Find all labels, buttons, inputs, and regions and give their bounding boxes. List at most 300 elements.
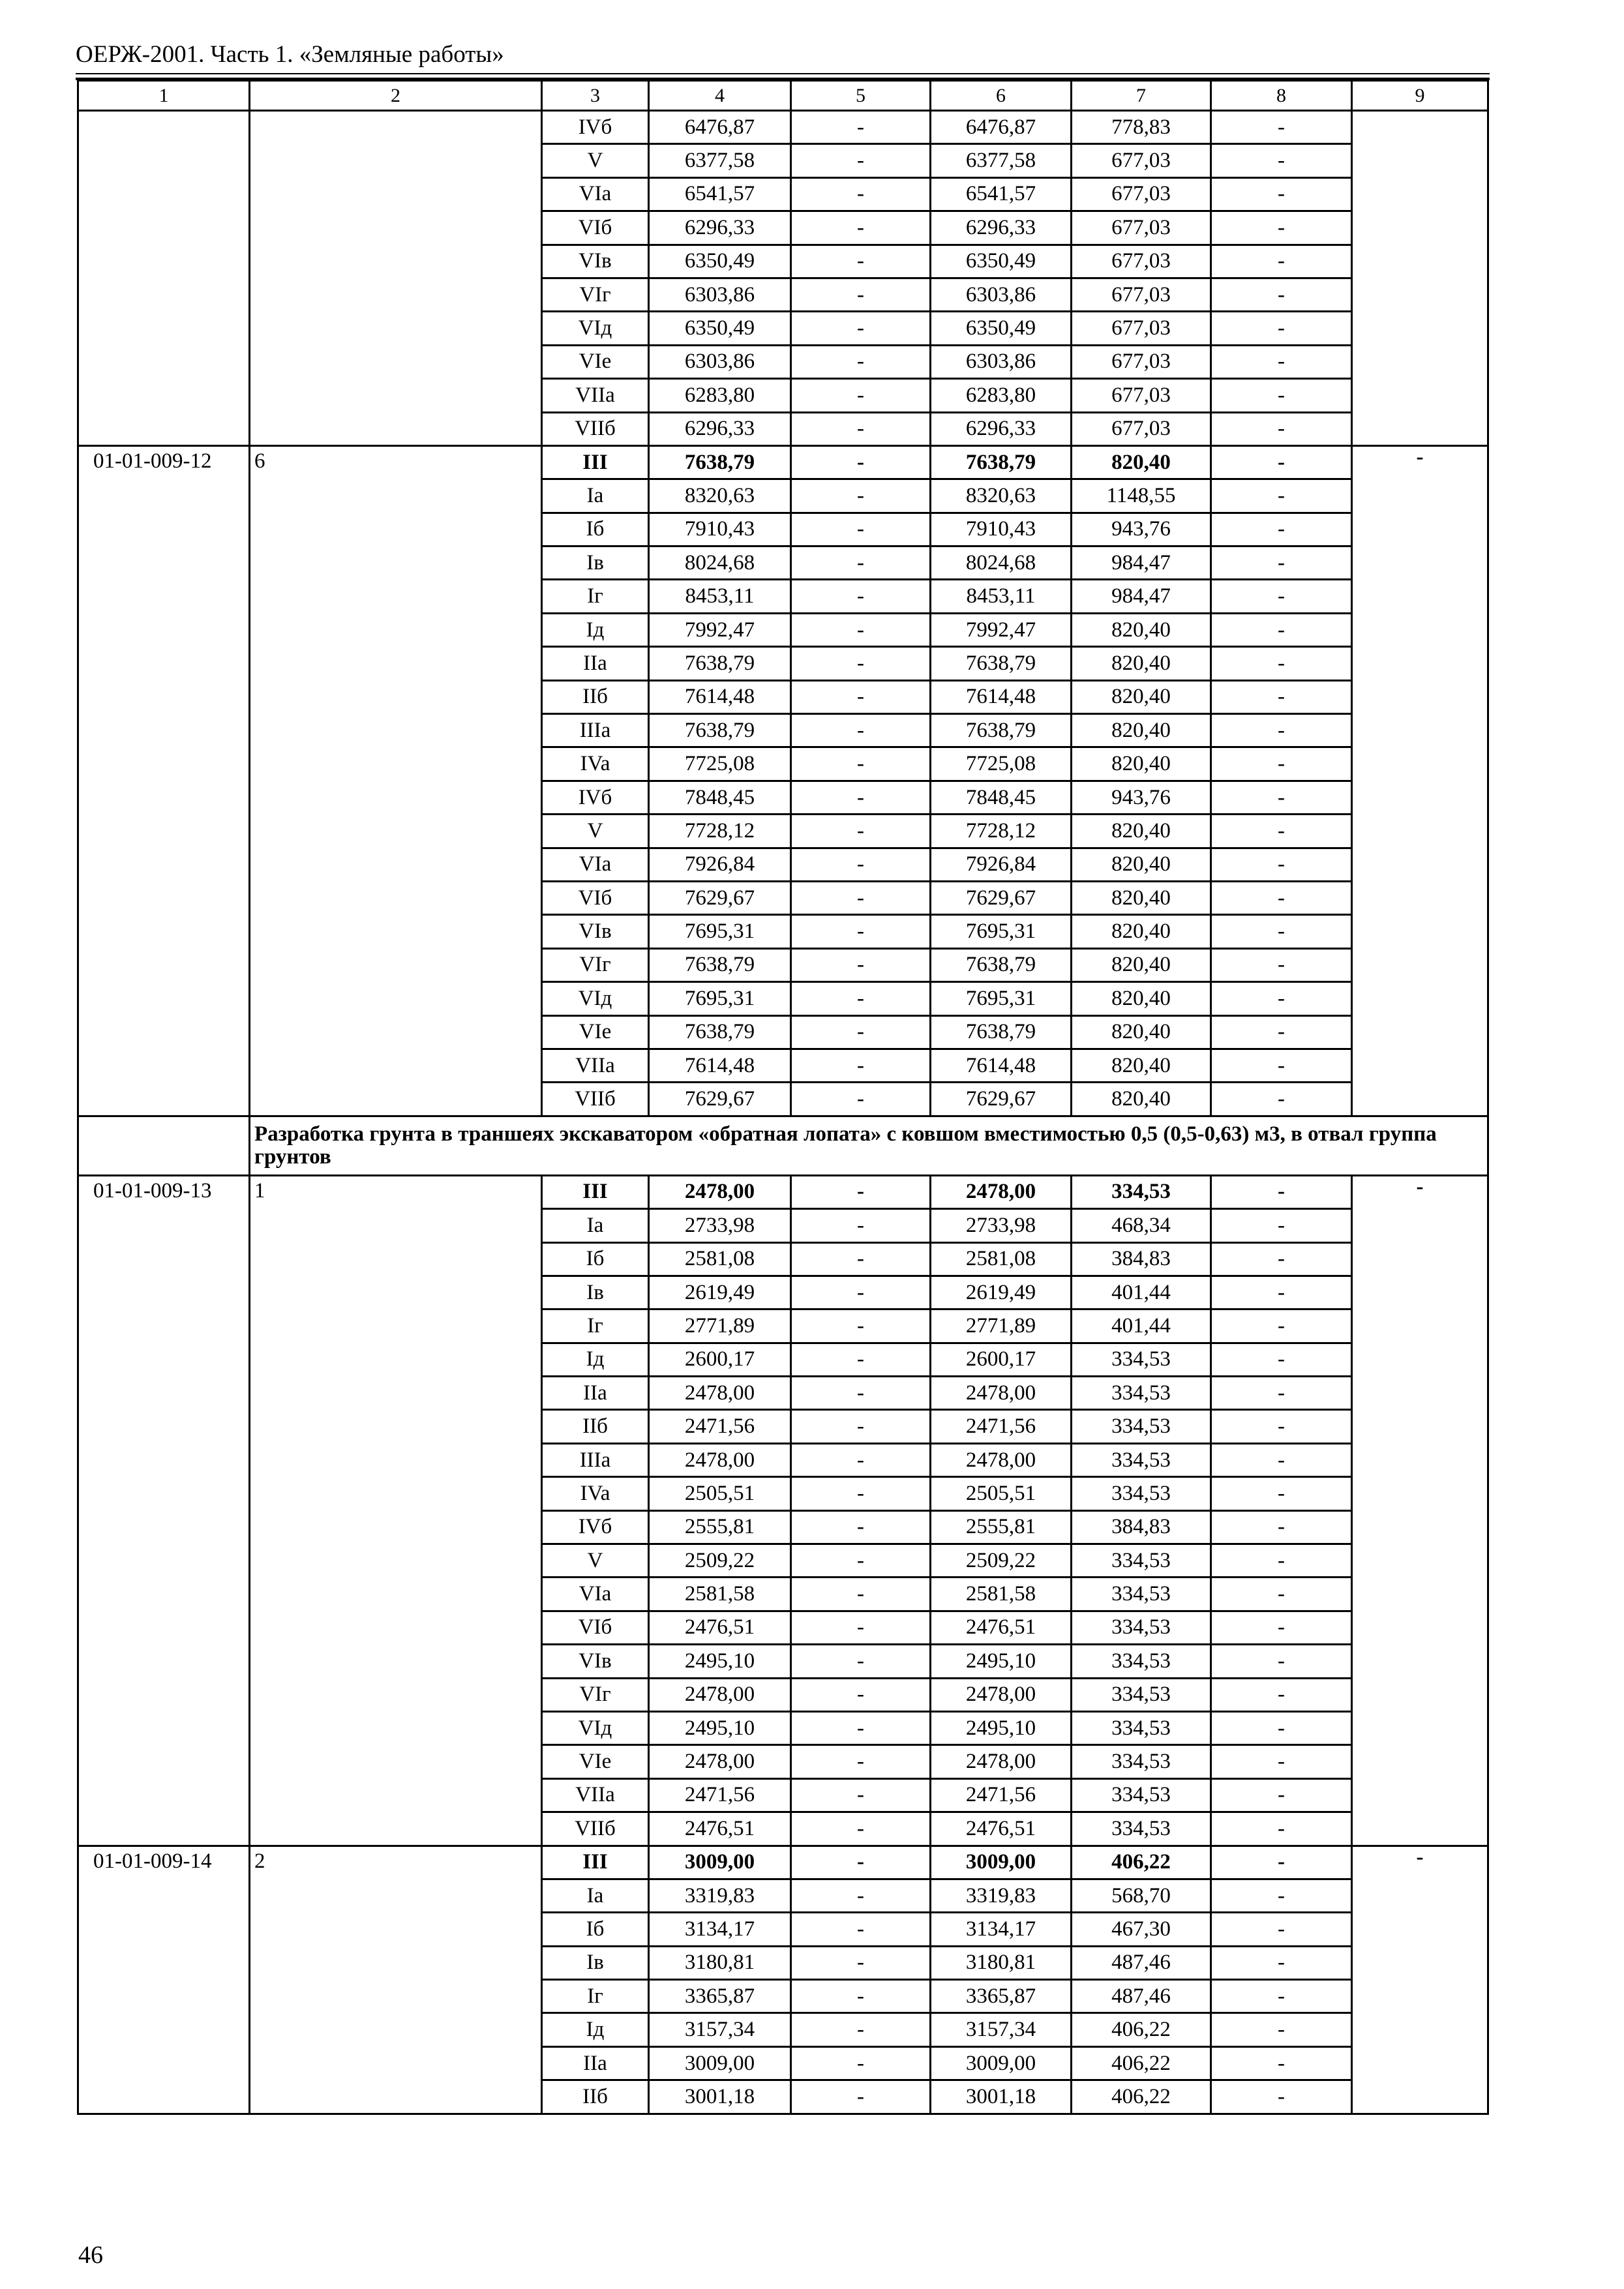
col5-cell: - — [791, 379, 931, 412]
col4-cell: 2771,89 — [649, 1309, 791, 1343]
soil-group-cell: Ia — [542, 479, 649, 513]
table-row — [78, 445, 1488, 479]
col7-cell: 401,44 — [1072, 1309, 1211, 1343]
col7-cell: 487,46 — [1072, 1980, 1211, 2013]
col8-cell: - — [1211, 1343, 1352, 1376]
col4-cell: 3134,17 — [649, 1913, 791, 1946]
col5-cell: - — [791, 2013, 931, 2046]
col9-cell: - — [1352, 1846, 1488, 2114]
soil-group-cell: VIe — [542, 345, 649, 378]
col7-cell: 984,47 — [1072, 580, 1211, 613]
col5-cell: - — [791, 1778, 931, 1812]
col4-cell: 7695,31 — [649, 982, 791, 1015]
col6-cell: 3134,17 — [931, 1913, 1072, 1946]
soil-group-cell: VIд — [542, 1711, 649, 1744]
col6-cell: 3180,81 — [931, 1946, 1072, 1979]
col5-cell: - — [791, 613, 931, 646]
col8-cell: - — [1211, 513, 1352, 546]
col5-cell: - — [791, 881, 931, 914]
soil-group-cell: V — [542, 1544, 649, 1578]
col5-cell: - — [791, 445, 931, 479]
col5-cell: - — [791, 848, 931, 881]
col6-cell: 2478,00 — [931, 1745, 1072, 1778]
col4-cell: 6350,49 — [649, 312, 791, 345]
quantity-cell — [250, 111, 542, 446]
col8-cell: - — [1211, 1443, 1352, 1476]
col5-cell: - — [791, 1846, 931, 1879]
col8-cell: - — [1211, 546, 1352, 580]
soil-group-cell: III — [542, 1175, 649, 1208]
col8-cell: - — [1211, 445, 1352, 479]
soil-group-cell: VIб — [542, 1611, 649, 1644]
col6-cell: 6303,86 — [931, 345, 1072, 378]
col7-cell: 677,03 — [1072, 177, 1211, 211]
col5-cell: - — [791, 1611, 931, 1644]
header-rule — [76, 73, 1490, 74]
soil-group-cell: VIг — [542, 948, 649, 981]
col7-cell: 334,53 — [1072, 1544, 1211, 1578]
col4-cell: 2581,08 — [649, 1242, 791, 1276]
col6-cell: 8453,11 — [931, 580, 1072, 613]
soil-group-cell: Iб — [542, 1242, 649, 1276]
col7-cell: 401,44 — [1072, 1276, 1211, 1309]
col5-cell: - — [791, 1510, 931, 1544]
col8-cell: - — [1211, 278, 1352, 311]
soil-group-cell: VIa — [542, 1578, 649, 1611]
col7-cell: 820,40 — [1072, 680, 1211, 713]
col8-cell: - — [1211, 1678, 1352, 1711]
col6-cell: 3009,00 — [931, 2046, 1072, 2080]
soil-group-cell: IIa — [542, 2046, 649, 2080]
col7-cell: 487,46 — [1072, 1946, 1211, 1979]
col5-cell: - — [791, 1377, 931, 1410]
col8-cell: - — [1211, 211, 1352, 245]
soil-group-cell: VIв — [542, 915, 649, 948]
column-number-cell: 2 — [250, 81, 542, 111]
col8-cell: - — [1211, 714, 1352, 747]
col6-cell: 7728,12 — [931, 815, 1072, 848]
col7-cell: 820,40 — [1072, 948, 1211, 981]
soil-group-cell: IIIa — [542, 1443, 649, 1476]
quantity-cell: 6 — [250, 445, 542, 1116]
col8-cell: - — [1211, 1510, 1352, 1544]
col7-cell: 778,83 — [1072, 111, 1211, 144]
soil-group-cell: VIIб — [542, 1083, 649, 1116]
col8-cell: - — [1211, 1083, 1352, 1116]
col5-cell: - — [791, 1309, 931, 1343]
col5-cell: - — [791, 2080, 931, 2114]
col7-cell: 820,40 — [1072, 445, 1211, 479]
soil-group-cell: VIe — [542, 1015, 649, 1049]
col8-cell: - — [1211, 1645, 1352, 1678]
col4-cell: 3009,00 — [649, 1846, 791, 1879]
col4-cell: 7725,08 — [649, 747, 791, 781]
col4-cell: 2733,98 — [649, 1209, 791, 1242]
col4-cell: 7629,67 — [649, 881, 791, 914]
col6-cell: 6296,33 — [931, 412, 1072, 445]
col6-cell: 7910,43 — [931, 513, 1072, 546]
col5-cell: - — [791, 1879, 931, 1912]
col4-cell: 7695,31 — [649, 915, 791, 948]
soil-group-cell: III — [542, 1846, 649, 1879]
col8-cell: - — [1211, 312, 1352, 345]
col7-cell: 677,03 — [1072, 245, 1211, 278]
column-number-cell: 4 — [649, 81, 791, 111]
soil-group-cell: Iд — [542, 2013, 649, 2046]
soil-group-cell: Iв — [542, 546, 649, 580]
col6-cell: 7638,79 — [931, 1015, 1072, 1049]
col7-cell: 820,40 — [1072, 881, 1211, 914]
col7-cell: 334,53 — [1072, 1343, 1211, 1376]
table-row — [78, 111, 1488, 144]
soil-group-cell: IIIa — [542, 714, 649, 747]
table-body — [78, 81, 1488, 2114]
col4-cell: 7910,43 — [649, 513, 791, 546]
col4-cell: 2476,51 — [649, 1812, 791, 1846]
col6-cell: 3365,87 — [931, 1980, 1072, 2013]
col5-cell: - — [791, 714, 931, 747]
col6-cell: 2478,00 — [931, 1377, 1072, 1410]
col7-cell: 334,53 — [1072, 1611, 1211, 1644]
col8-cell: - — [1211, 1946, 1352, 1979]
col8-cell: - — [1211, 379, 1352, 412]
table-row — [78, 1846, 1488, 1879]
col5-cell: - — [791, 1812, 931, 1846]
col7-cell: 406,22 — [1072, 2046, 1211, 2080]
soil-group-cell: VIб — [542, 881, 649, 914]
col5-cell: - — [791, 1443, 931, 1476]
soil-group-cell: V — [542, 144, 649, 177]
col7-cell: 334,53 — [1072, 1477, 1211, 1510]
col5-cell: - — [791, 1242, 931, 1276]
col6-cell: 6303,86 — [931, 278, 1072, 311]
column-number-cell: 8 — [1211, 81, 1352, 111]
col8-cell: - — [1211, 1377, 1352, 1410]
soil-group-cell: Iг — [542, 580, 649, 613]
col5-cell: - — [791, 680, 931, 713]
col4-cell: 6541,57 — [649, 177, 791, 211]
col5-cell: - — [791, 1678, 931, 1711]
col6-cell: 2478,00 — [931, 1678, 1072, 1711]
col5-cell: - — [791, 2046, 931, 2080]
soil-group-cell: Ia — [542, 1209, 649, 1242]
col8-cell: - — [1211, 1209, 1352, 1242]
col7-cell: 820,40 — [1072, 915, 1211, 948]
col6-cell: 8024,68 — [931, 546, 1072, 580]
col6-cell: 6350,49 — [931, 245, 1072, 278]
col4-cell: 7638,79 — [649, 647, 791, 680]
col4-cell: 2471,56 — [649, 1778, 791, 1812]
col6-cell: 2505,51 — [931, 1477, 1072, 1510]
col6-cell: 3157,34 — [931, 2013, 1072, 2046]
soil-group-cell: VIIa — [542, 379, 649, 412]
col7-cell: 820,40 — [1072, 1083, 1211, 1116]
col8-cell: - — [1211, 1544, 1352, 1578]
col6-cell: 2555,81 — [931, 1510, 1072, 1544]
col7-cell: 334,53 — [1072, 1778, 1211, 1812]
column-number-cell: 3 — [542, 81, 649, 111]
col6-cell: 2478,00 — [931, 1175, 1072, 1208]
col7-cell: 334,53 — [1072, 1678, 1211, 1711]
col6-cell: 7638,79 — [931, 647, 1072, 680]
col7-cell: 820,40 — [1072, 1049, 1211, 1082]
col8-cell: - — [1211, 111, 1352, 144]
col7-cell: 334,53 — [1072, 1812, 1211, 1846]
col8-cell: - — [1211, 1242, 1352, 1276]
col7-cell: 406,22 — [1072, 2013, 1211, 2046]
table-row — [78, 1175, 1488, 1208]
soil-group-cell: Iд — [542, 613, 649, 646]
soil-group-cell: VIIa — [542, 1778, 649, 1812]
soil-group-cell: VIIб — [542, 1812, 649, 1846]
col7-cell: 820,40 — [1072, 1015, 1211, 1049]
section-title-row — [78, 1116, 1488, 1175]
col6-cell: 7638,79 — [931, 445, 1072, 479]
col4-cell: 2495,10 — [649, 1645, 791, 1678]
col6-cell: 6283,80 — [931, 379, 1072, 412]
col7-cell: 820,40 — [1072, 647, 1211, 680]
col7-cell: 334,53 — [1072, 1377, 1211, 1410]
col7-cell: 677,03 — [1072, 312, 1211, 345]
col6-cell: 2471,56 — [931, 1410, 1072, 1443]
col8-cell: - — [1211, 680, 1352, 713]
col5-cell: - — [791, 1913, 931, 1946]
col8-cell: - — [1211, 1015, 1352, 1049]
col7-cell: 677,03 — [1072, 412, 1211, 445]
col6-cell: 7614,48 — [931, 680, 1072, 713]
quantity-cell: 2 — [250, 1846, 542, 2114]
col8-cell: - — [1211, 1477, 1352, 1510]
column-number-cell: 5 — [791, 81, 931, 111]
col6-cell: 7992,47 — [931, 613, 1072, 646]
col5-cell: - — [791, 479, 931, 513]
col5-cell: - — [791, 245, 931, 278]
col8-cell: - — [1211, 177, 1352, 211]
soil-group-cell: IIa — [542, 647, 649, 680]
col4-cell: 8453,11 — [649, 580, 791, 613]
col8-cell: - — [1211, 1410, 1352, 1443]
soil-group-cell: IVб — [542, 1510, 649, 1544]
col6-cell: 8320,63 — [931, 479, 1072, 513]
col5-cell: - — [791, 747, 931, 781]
soil-group-cell: VIг — [542, 278, 649, 311]
col6-cell: 2581,08 — [931, 1242, 1072, 1276]
col8-cell: - — [1211, 2013, 1352, 2046]
col7-cell: 820,40 — [1072, 747, 1211, 781]
soil-group-cell: VIIб — [542, 412, 649, 445]
col7-cell: 406,22 — [1072, 1846, 1211, 1879]
col6-cell: 6476,87 — [931, 111, 1072, 144]
col5-cell: - — [791, 948, 931, 981]
col8-cell: - — [1211, 1980, 1352, 2013]
col6-cell: 7695,31 — [931, 982, 1072, 1015]
col8-cell: - — [1211, 1913, 1352, 1946]
col4-cell: 7728,12 — [649, 815, 791, 848]
col4-cell: 6377,58 — [649, 144, 791, 177]
col5-cell: - — [791, 781, 931, 814]
col8-cell: - — [1211, 613, 1352, 646]
col6-cell: 7926,84 — [931, 848, 1072, 881]
col5-cell: - — [791, 815, 931, 848]
col7-cell: 677,03 — [1072, 278, 1211, 311]
col6-cell: 7629,67 — [931, 1083, 1072, 1116]
col4-cell: 3009,00 — [649, 2046, 791, 2080]
col5-cell: - — [791, 1946, 931, 1979]
col7-cell: 568,70 — [1072, 1879, 1211, 1912]
col7-cell: 820,40 — [1072, 613, 1211, 646]
col4-cell: 2476,51 — [649, 1611, 791, 1644]
col8-cell: - — [1211, 2080, 1352, 2114]
col7-cell: 334,53 — [1072, 1443, 1211, 1476]
col5-cell: - — [791, 1578, 931, 1611]
col6-cell: 2476,51 — [931, 1812, 1072, 1846]
col7-cell: 334,53 — [1072, 1645, 1211, 1678]
soil-group-cell: IIa — [542, 1377, 649, 1410]
soil-group-cell: IVa — [542, 747, 649, 781]
col4-cell: 2495,10 — [649, 1711, 791, 1744]
col8-cell: - — [1211, 1812, 1352, 1846]
col7-cell: 384,83 — [1072, 1242, 1211, 1276]
section-spacer-cell — [78, 1116, 250, 1175]
col4-cell: 2600,17 — [649, 1343, 791, 1376]
col6-cell: 2509,22 — [931, 1544, 1072, 1578]
col5-cell: - — [791, 1209, 931, 1242]
column-number-row — [78, 81, 1488, 111]
col4-cell: 6350,49 — [649, 245, 791, 278]
soil-group-cell: Iг — [542, 1980, 649, 2013]
column-number-cell: 6 — [931, 81, 1072, 111]
soil-group-cell: VIб — [542, 211, 649, 245]
col8-cell: - — [1211, 915, 1352, 948]
soil-group-cell: IIб — [542, 680, 649, 713]
col4-cell: 2471,56 — [649, 1410, 791, 1443]
soil-group-cell: V — [542, 815, 649, 848]
col5-cell: - — [791, 1343, 931, 1376]
col4-cell: 2478,00 — [649, 1678, 791, 1711]
col4-cell: 3319,83 — [649, 1879, 791, 1912]
col8-cell: - — [1211, 948, 1352, 981]
col7-cell: 820,40 — [1072, 982, 1211, 1015]
col4-cell: 3180,81 — [649, 1946, 791, 1979]
col6-cell: 7725,08 — [931, 747, 1072, 781]
col8-cell: - — [1211, 345, 1352, 378]
col6-cell: 7638,79 — [931, 948, 1072, 981]
col6-cell: 6350,49 — [931, 312, 1072, 345]
col6-cell: 2733,98 — [931, 1209, 1072, 1242]
soil-group-cell: VIIa — [542, 1049, 649, 1082]
col6-cell: 2478,00 — [931, 1443, 1072, 1476]
col7-cell: 677,03 — [1072, 144, 1211, 177]
col5-cell: - — [791, 412, 931, 445]
col7-cell: 334,53 — [1072, 1175, 1211, 1208]
col7-cell: 677,03 — [1072, 211, 1211, 245]
col5-cell: - — [791, 513, 931, 546]
col8-cell: - — [1211, 781, 1352, 814]
soil-group-cell: VIa — [542, 177, 649, 211]
col4-cell: 7926,84 — [649, 848, 791, 881]
soil-group-cell: IVa — [542, 1477, 649, 1510]
col6-cell: 2581,58 — [931, 1578, 1072, 1611]
col4-cell: 2509,22 — [649, 1544, 791, 1578]
col5-cell: - — [791, 580, 931, 613]
col4-cell: 6476,87 — [649, 111, 791, 144]
column-number-cell: 9 — [1352, 81, 1488, 111]
col7-cell: 943,76 — [1072, 781, 1211, 814]
col6-cell: 7695,31 — [931, 915, 1072, 948]
col4-cell: 2478,00 — [649, 1377, 791, 1410]
page-number: 46 — [78, 2241, 103, 2269]
col8-cell: - — [1211, 982, 1352, 1015]
col5-cell: - — [791, 177, 931, 211]
col7-cell: 406,22 — [1072, 2080, 1211, 2114]
col8-cell: - — [1211, 848, 1352, 881]
soil-group-cell: Iб — [542, 513, 649, 546]
col8-cell: - — [1211, 245, 1352, 278]
col5-cell: - — [791, 345, 931, 378]
soil-group-cell: VIe — [542, 1745, 649, 1778]
soil-group-cell: IVб — [542, 781, 649, 814]
quantity-cell: 1 — [250, 1175, 542, 1846]
column-number-cell: 7 — [1072, 81, 1211, 111]
col8-cell: - — [1211, 2046, 1352, 2080]
col7-cell: 467,30 — [1072, 1913, 1211, 1946]
col6-cell: 6377,58 — [931, 144, 1072, 177]
col8-cell: - — [1211, 1276, 1352, 1309]
col5-cell: - — [791, 915, 931, 948]
col4-cell: 6296,33 — [649, 412, 791, 445]
col8-cell: - — [1211, 1745, 1352, 1778]
col6-cell: 7848,45 — [931, 781, 1072, 814]
col4-cell: 2505,51 — [649, 1477, 791, 1510]
col8-cell: - — [1211, 1778, 1352, 1812]
col5-cell: - — [791, 1410, 931, 1443]
col4-cell: 7629,67 — [649, 1083, 791, 1116]
col5-cell: - — [791, 1711, 931, 1744]
col7-cell: 820,40 — [1072, 714, 1211, 747]
col4-cell: 2478,00 — [649, 1175, 791, 1208]
soil-group-cell: VIв — [542, 245, 649, 278]
soil-group-cell: VIд — [542, 982, 649, 1015]
soil-group-cell: IVб — [542, 111, 649, 144]
soil-group-cell: Ia — [542, 1879, 649, 1912]
col4-cell: 2478,00 — [649, 1443, 791, 1476]
rate-code-cell: 01-01-009-13 — [78, 1175, 250, 1846]
col7-cell: 334,53 — [1072, 1711, 1211, 1744]
col5-cell: - — [791, 211, 931, 245]
col9-cell — [1352, 111, 1488, 446]
col4-cell: 7638,79 — [649, 948, 791, 981]
col7-cell: 820,40 — [1072, 815, 1211, 848]
col4-cell: 6303,86 — [649, 345, 791, 378]
col4-cell: 8320,63 — [649, 479, 791, 513]
col5-cell: - — [791, 1544, 931, 1578]
col4-cell: 7992,47 — [649, 613, 791, 646]
col5-cell: - — [791, 1276, 931, 1309]
col6-cell: 7614,48 — [931, 1049, 1072, 1082]
col6-cell: 7638,79 — [931, 714, 1072, 747]
col4-cell: 7848,45 — [649, 781, 791, 814]
col8-cell: - — [1211, 580, 1352, 613]
col7-cell: 820,40 — [1072, 848, 1211, 881]
col6-cell: 2619,49 — [931, 1276, 1072, 1309]
col4-cell: 8024,68 — [649, 546, 791, 580]
col7-cell: 943,76 — [1072, 513, 1211, 546]
col8-cell: - — [1211, 479, 1352, 513]
col4-cell: 6296,33 — [649, 211, 791, 245]
col7-cell: 384,83 — [1072, 1510, 1211, 1544]
soil-group-cell: Iг — [542, 1309, 649, 1343]
col8-cell: - — [1211, 412, 1352, 445]
